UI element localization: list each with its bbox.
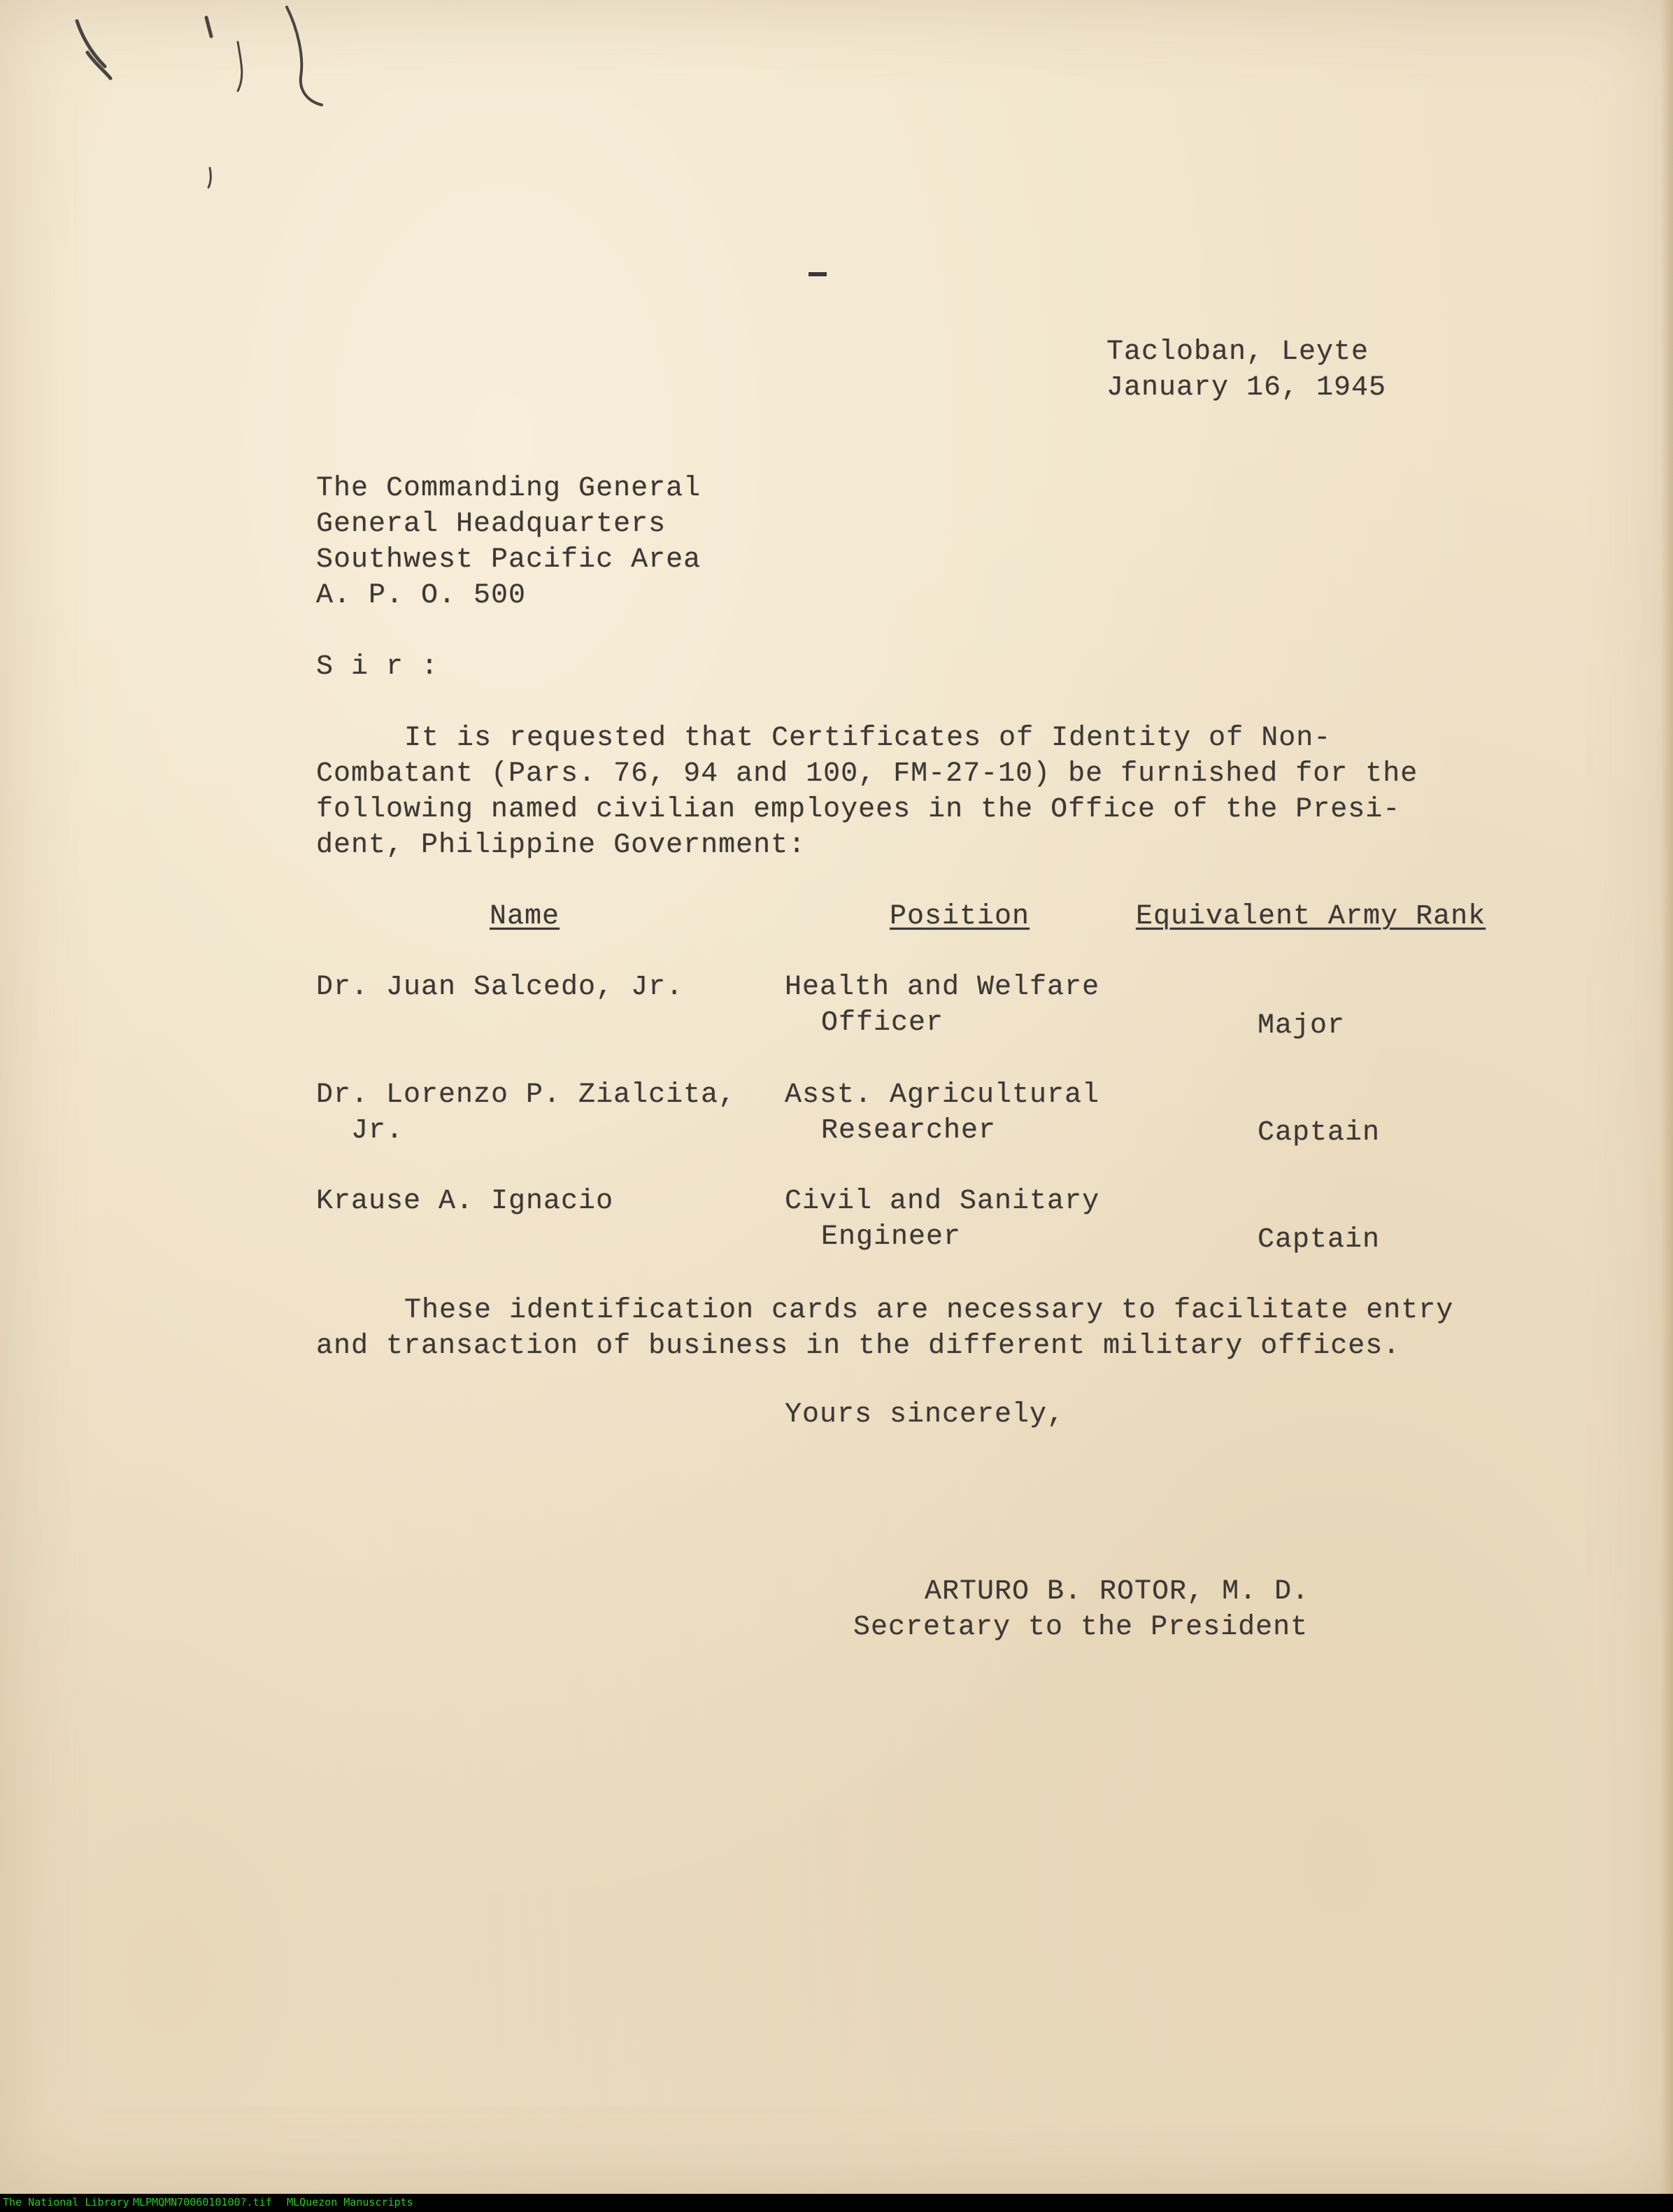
recipient-line-2: General Headquarters (316, 509, 667, 540)
paper-edge (1660, 0, 1673, 2194)
employee-name: Jr. (351, 1115, 404, 1147)
employee-position: Officer (821, 1007, 944, 1039)
body-line: It is requested that Certificates of Identity of Non- (404, 723, 1332, 754)
footer-filename: MLPMQMN7006010100?.tif (133, 2196, 272, 2209)
table-header-position: Position (890, 901, 1030, 933)
employee-position: Health and Welfare (785, 972, 1100, 1003)
table-header-rank: Equivalent Army Rank (1136, 901, 1486, 933)
employee-name: Dr. Juan Salcedo, Jr. (316, 972, 684, 1003)
employee-rank: Captain (1258, 1117, 1381, 1149)
footer-library: The National Library (3, 2196, 129, 2209)
footer-collection: MLQuezon Manuscripts (287, 2196, 413, 2209)
table-header-name: Name (490, 901, 560, 933)
employee-position: Engineer (821, 1221, 962, 1253)
recipient-line-4: A. P. O. 500 (316, 580, 527, 611)
body-line: Combatant (Pars. 76, 94 and 100, FM-27-10) be furnished for the (316, 758, 1418, 790)
stray-dash-mark (789, 264, 817, 271)
body-line: dent, Philippine Government: (316, 830, 806, 861)
employee-position: Asst. Agricultural (785, 1079, 1100, 1111)
complimentary-close: Yours sincerely, (785, 1399, 1065, 1431)
signatory-name: ARTURO B. ROTOR, M. D. (925, 1576, 1310, 1608)
employee-name: Krause A. Ignacio (316, 1186, 614, 1217)
employee-name: Dr. Lorenzo P. Zialcita, (316, 1079, 736, 1111)
employee-rank: Major (1258, 1010, 1346, 1042)
salutation: S i r : (316, 651, 439, 683)
employee-position: Civil and Sanitary (785, 1186, 1100, 1217)
body-line: following named civilian employees in the Office of the Presi- (316, 794, 1401, 825)
employee-position: Researcher (821, 1115, 997, 1147)
recipient-line-1: The Commanding General (316, 473, 702, 504)
letter-date: January 16, 1945 (1106, 372, 1387, 404)
place: Tacloban, Leyte (1106, 336, 1369, 368)
closing-paragraph-line: and transaction of business in the different military offices. (316, 1331, 1401, 1362)
employee-rank: Captain (1258, 1224, 1381, 1256)
handwritten-pencil-marks (28, 0, 392, 252)
recipient-line-3: Southwest Pacific Area (316, 544, 702, 576)
closing-paragraph-line: These identification cards are necessary to facilitate entry (404, 1295, 1454, 1326)
signatory-title: Secretary to the President (853, 1612, 1309, 1643)
